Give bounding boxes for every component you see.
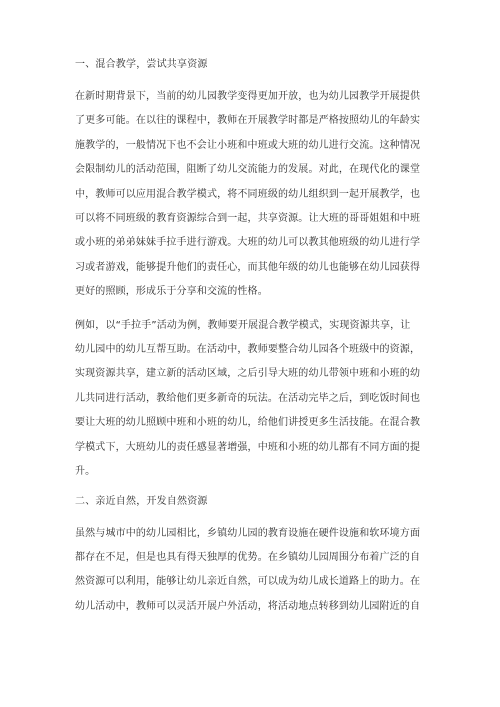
document-page [75, 57, 427, 628]
text-line: 更好的照顾，形成乐于分享和交流的性格。 [75, 286, 268, 298]
text-line: 习或者游戏，能够提升他们的责任心，而其他年级的幼儿也能够在幼儿园获得 [75, 261, 421, 273]
text-line: 然资源可以利用，能够让幼儿亲近自然，可以成为幼儿成长道路上的助力。在 [75, 576, 421, 588]
text-line: 在新时期背景下，当前的幼儿园教学变得更加开放，也为幼儿园教学开展提供 [75, 91, 421, 102]
text-line: 幼儿活动中，教师可以灵活开展户外活动，将活动地点转移到幼儿园附近的自 [75, 600, 421, 612]
section-heading-2: 二、亲近自然，开发自然资源 [75, 495, 208, 507]
text-line: 中，教师可以应用混合教学模式，将不同班级的幼儿组织到一起开展教学，也 [75, 188, 421, 200]
paragraph-1 [75, 85, 427, 305]
text-line: 或小班的弟弟妹妹手拉手进行游戏。大班的幼儿可以教其他班级的幼儿进行学 [75, 237, 421, 249]
text-line: 儿共同进行活动，教给他们更多新奇的玩法。在活动完毕之后，到吃饭时间也 [75, 392, 421, 404]
text-line: 施教学的，一般情况下也不会让小班和中班或大班的幼儿进行交流。这种情况 [75, 139, 421, 151]
text-line: 例如，以“手拉手”活动为例，教师要开展混合教学模式，实现资源共享，让 [75, 319, 411, 331]
text-line: 都存在不足，但是也具有得天独厚的优势。在乡镇幼儿园周围分布着广泛的自 [75, 551, 421, 563]
text-line: 可以将不同班级的教育资源综合到一起，共享资源。让大班的哥哥姐姐和中班 [75, 213, 421, 225]
paragraph-3 [75, 522, 427, 620]
text-line: 实现资源共享，建立新的活动区域，之后引导大班的幼儿带领中班和小班的幼 [75, 368, 421, 380]
paragraph-2 [75, 314, 427, 485]
text-line: 了更多可能。在以往的课程中，教师在开展教学时都是严格按照幼儿的年龄实 [75, 115, 421, 127]
text-line: 升。 [75, 466, 96, 478]
text-line: 要让大班的幼儿照顾中班和小班的幼儿，给他们讲授更多生活技能。在混合教 [75, 417, 421, 429]
section-heading-1: 一、混合教学，尝试共享资源 [75, 59, 208, 70]
text-line: 虽然与城市中的幼儿园相比，乡镇幼儿园的教育设施在硬件设施和软环境方面 [75, 527, 421, 539]
text-line: 学模式下，大班幼儿的责任感显著增强，中班和小班的幼儿都有不同方面的提 [75, 441, 421, 453]
text-line: 幼儿园中的幼儿互帮互助。在活动中，教师要整合幼儿园各个班级中的资源， [75, 344, 421, 356]
text-line: 会限制幼儿的活动范围，阻断了幼儿交流能力的发展。对此，在现代化的课堂 [75, 164, 421, 176]
